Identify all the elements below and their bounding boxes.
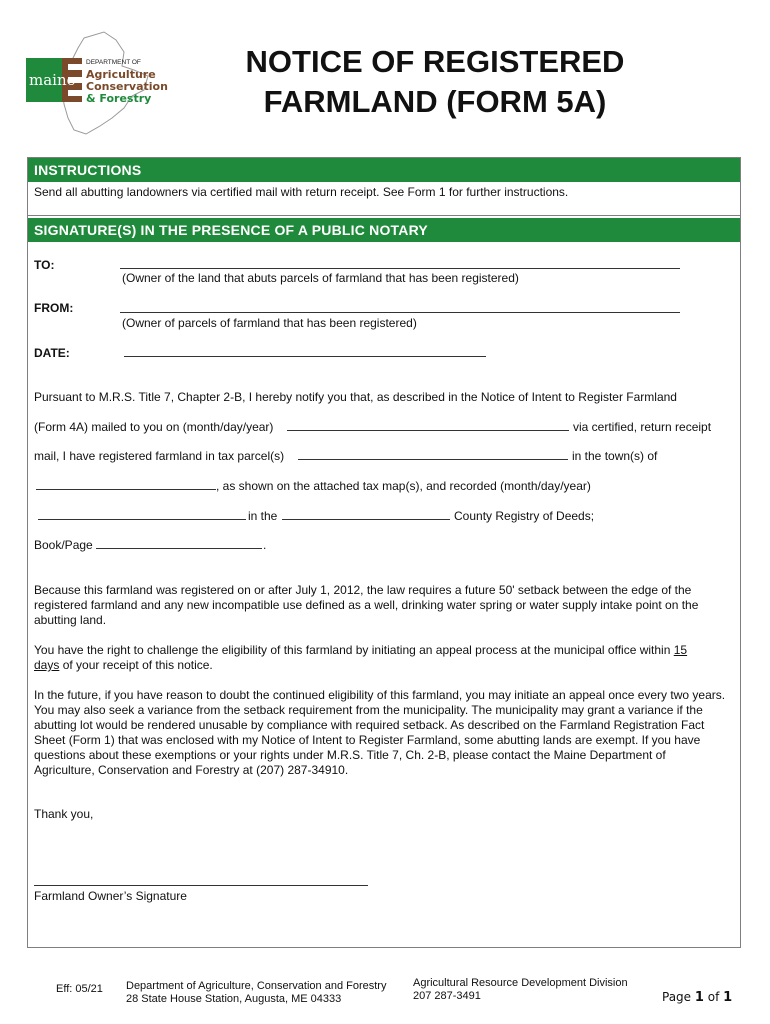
page-word: Page	[662, 990, 692, 1004]
footer-division	[413, 977, 628, 1003]
agency-logo	[24, 30, 174, 140]
logo-line-conservation: Conservation	[86, 80, 168, 93]
instructions-text: Send all abutting landowners via certified mail with return receipt. See Form 1 for further instructions.	[34, 185, 569, 199]
page-current: 1	[694, 990, 704, 1005]
book-page-label: Book/Page	[34, 538, 93, 552]
section-divider	[28, 215, 740, 216]
recorded-date-input-line[interactable]	[38, 509, 246, 520]
in-the-text: in the	[248, 509, 278, 523]
setback-paragraph: Because this farmland was registered on or after July 1, 2012, the law requires a future 50' setback between the edge of the registered farmland and any new incompatible use defined as a well, drinking water spring or water supply intake point on the abutting land.	[34, 583, 699, 627]
signature-section-heading: SIGNATURE(S) IN THE PRESENCE OF A PUBLIC NOTARY	[28, 218, 740, 242]
signature-caption: Farmland Owner’s Signature	[34, 889, 187, 903]
appeal-text-post: of your receipt of this notice.	[59, 658, 213, 672]
certified-text: via certified, return receipt	[573, 420, 712, 434]
thank-you-text: Thank you,	[34, 807, 94, 821]
towns-text: in the town(s) of	[572, 449, 658, 463]
logo-line-forestry: & Forestry	[86, 92, 152, 105]
appeal-text-pre: You have the right to challenge the eligibility of this farmland by initiating an appeal process at the municipal office within	[34, 643, 674, 657]
footer-div-line-1: Agricultural Resource Development Division	[413, 977, 628, 989]
date-input-line[interactable]	[124, 346, 486, 357]
town-input-line[interactable]	[36, 479, 216, 490]
book-page-input-line[interactable]	[96, 538, 262, 549]
notice-paragraph-line-1: Pursuant to M.R.S. Title 7, Chapter 2-B, I hereby notify you that, as described in the Notice of Intent to Register Farmland	[34, 390, 677, 404]
mailed-date-input-line[interactable]	[287, 420, 569, 431]
footer-dept-line-1: Department of Agriculture, Conservation and Forestry	[126, 980, 387, 992]
county-input-line[interactable]	[282, 509, 450, 520]
page-total: 1	[723, 990, 733, 1005]
registry-text: County Registry of Deeds;	[454, 509, 595, 523]
title-line-1: NOTICE OF REGISTERED	[245, 44, 625, 79]
signature-line[interactable]	[34, 885, 368, 886]
logo-maine-word: maine	[29, 71, 76, 89]
effective-date: Eff: 05/21	[56, 983, 103, 995]
page-title	[205, 42, 665, 122]
future-appeal-paragraph: In the future, if you have reason to doubt the continued eligibility of this farmland, you may initiate an appeal once every two years. You may also seek a variance from the setback requirement from the municipality. The municipality may grant a variance if the abutting lot would be rendered unusable by compliance with required setback. As described on the Farmland Registration Fact Sheet (Form 1) that was enclosed with my Notice of Intent to Register Farmland, some abutting lands are exempt. If you have questions about these exemptions or your rights under M.R.S. Title 7, Ch. 2-B, please contact the Maine Department of Agriculture, Conservation and Forestry at (207) 287-34910.	[34, 688, 726, 777]
footer-dept-line-2: 28 State House Station, Augusta, ME 04333	[126, 993, 342, 1005]
from-label: FROM:	[34, 301, 74, 315]
book-page-period: .	[263, 538, 267, 552]
title-line-2: FARMLAND (FORM 5A)	[263, 84, 607, 119]
date-label: DATE:	[34, 346, 70, 360]
logo-line-agriculture: Agriculture	[86, 68, 156, 81]
footer-div-line-2: 207 287-3491	[413, 990, 481, 1002]
tax-parcel-input-line[interactable]	[298, 449, 568, 460]
to-caption: (Owner of the land that abuts parcels of farmland that has been registered)	[122, 271, 519, 285]
page-number	[662, 990, 732, 1005]
logo-dept-of: DEPARTMENT OF	[86, 59, 141, 66]
appeal-days-number: 15	[673, 643, 688, 657]
appeal-paragraph	[34, 643, 726, 673]
to-label: TO:	[34, 258, 55, 272]
footer-department	[126, 980, 386, 1006]
from-input-line[interactable]	[120, 302, 680, 313]
recorded-text: , as shown on the attached tax map(s), and recorded (month/day/year)	[216, 479, 591, 493]
instructions-heading: INSTRUCTIONS	[28, 158, 740, 182]
tax-parcel-text: mail, I have registered farmland in tax parcel(s)	[34, 449, 285, 463]
page-of: of	[707, 990, 720, 1004]
from-caption: (Owner of parcels of farmland that has been registered)	[122, 316, 417, 330]
appeal-days-word: days	[34, 658, 60, 672]
form4a-text: (Form 4A) mailed to you on (month/day/year)	[34, 420, 274, 434]
to-input-line[interactable]	[120, 258, 680, 269]
